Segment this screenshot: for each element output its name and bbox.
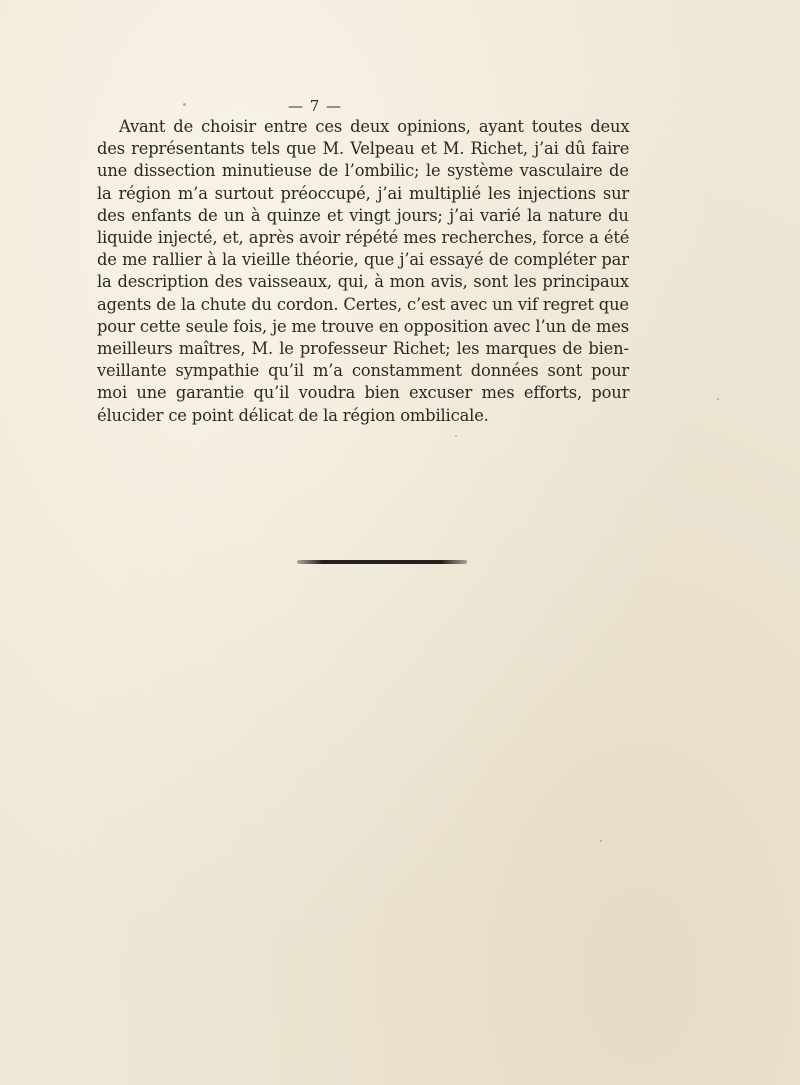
paper-speck [600,840,602,842]
text-line-1: Avant de choisir entre ces deux opinions, ayant toutes deux [119,117,630,136]
paper-speck [183,103,186,106]
text-line-2: des représentants tels que M. Velpeau et M. Richet, j’ai dû faire [97,139,630,159]
text-line-13: moi une garantie qu’il voudra bien excuser mes efforts, pour [97,383,630,403]
text-line-5: des enfants de un à quinze et vingt jours; j’ai varié la nature du [97,205,629,225]
text-line-9: agents de la chute du cordon. Certes, c’est avec un vif regret que [97,294,629,314]
text-line-11: meilleurs maîtres, M. le professeur Richet; les marques de bien- [97,339,629,359]
text-line-4: la région m’a surtout préoccupé, j’ai multiplié les injections sur [97,183,630,203]
text-line-3: une dissection minutieuse de l’ombilic; le système vasculaire de [97,161,629,181]
paper-speck [455,435,457,437]
text-line-12: veillante sympathie qu’il m’a constamment données sont pour [97,361,630,381]
text-line-7: de me rallier à la vieille théorie, que j’ai essayé de compléter par [97,250,629,270]
body-paragraph [97,116,629,427]
paper-speck [717,398,719,400]
text-line-14: élucider ce point délicat de la région ombilicale. [97,405,489,425]
text-line-8: la description des vaisseaux, qui, à mon avis, sont les principaux [97,272,629,292]
page-number: — 7 — [287,97,343,115]
text-line-10: pour cette seule fois, je me trouve en opposition avec l’un de mes [97,316,629,336]
section-divider-rule [297,560,467,564]
text-line-6: liquide injecté, et, après avoir répété mes recherches, force a été [97,228,630,248]
